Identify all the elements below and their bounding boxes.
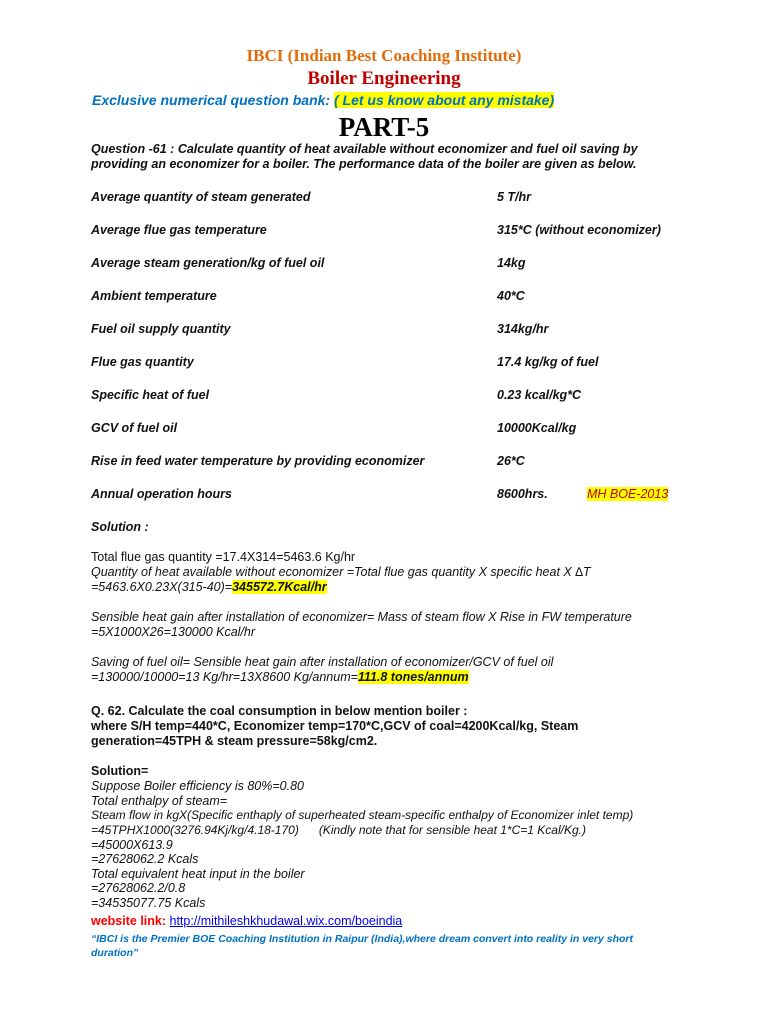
data-value: 314kg/hr [497, 322, 549, 336]
website-link[interactable]: http://mithileshkhudawal.wix.com/boeindia [169, 914, 403, 928]
data-value: 40*C [497, 289, 525, 303]
heat-result: 345572.7Kcal/hr [232, 580, 327, 594]
q62-line: Q. 62. Calculate the coal consumption in below mention boiler : [91, 704, 468, 718]
data-label: Specific heat of fuel [91, 388, 210, 402]
solution-line: Total flue gas quantity =17.4X314=5463.6 Kg/hr [91, 550, 356, 564]
data-label: Ambient temperature [91, 289, 217, 303]
data-value: 0.23 kcal/kg*C [497, 388, 582, 402]
solution-line: Quantity of heat available without economizer =Total flue gas quantity X specific heat X ∆T [91, 565, 591, 579]
data-label: GCV of fuel oil [91, 421, 178, 435]
exam-tag: MH BOE-2013 [587, 487, 669, 501]
subject-title: Boiler Engineering [307, 68, 461, 89]
website-line [91, 914, 402, 928]
solution-heading: Solution : [91, 520, 149, 534]
solution-line: =27628062.2 Kcals [91, 852, 199, 866]
solution-line [91, 580, 327, 594]
mistake-note: ( Let us know about any mistake) [333, 92, 555, 108]
solution-line: Sensible heat gain after installation of economizer= Mass of steam flow X Rise in FW temperature [91, 610, 632, 624]
data-value: 14kg [497, 256, 526, 270]
solution-expression: =5463.6X0.23X(315-40)= [91, 580, 233, 594]
solution-line: Suppose Boiler efficiency is 80%=0.80 [91, 779, 304, 793]
data-label: Average steam generation/kg of fuel oil [91, 256, 325, 270]
question-bank-line [92, 92, 554, 108]
solution-line: =27628062.2/0.8 [91, 881, 186, 895]
solution-line: =34535077.75 Kcals [91, 896, 206, 910]
data-value: 5 T/hr [497, 190, 532, 204]
solution-line: =45TPHX1000(3276.94Kj/kg/4.18-170) (Kindly note that for sensible heat 1*C=1 Kcal/Kg.) [91, 823, 586, 837]
fuel-saving-result: 111.8 tones/annum [357, 670, 469, 684]
solution-line: =45000X613.9 [91, 838, 173, 852]
solution-line: Total equivalent heat input in the boiler [91, 867, 305, 881]
data-value: 17.4 kg/kg of fuel [497, 355, 599, 369]
q61-text-line1: Question -61 : Calculate quantity of heat available without economizer and fuel oil saving by [91, 142, 638, 156]
website-label: website link: [91, 914, 170, 928]
data-label: Flue gas quantity [91, 355, 194, 369]
data-label: Annual operation hours [91, 487, 232, 501]
solution-heading: Solution= [91, 764, 149, 778]
data-value: 315*C (without economizer) [497, 223, 661, 237]
solution-line: Total enthalpy of steam= [91, 794, 228, 808]
q61-text-line2: providing an economizer for a boiler. The performance data of the boiler are given as below. [91, 157, 637, 171]
q62-line: where S/H temp=440*C, Economizer temp=170*C,GCV of coal=4200Kcal/kg, Steam [91, 719, 579, 733]
tagline-line2: duration” [91, 947, 139, 959]
data-value: 26*C [497, 454, 525, 468]
data-value: 8600hrs. [497, 487, 548, 501]
data-label: Average flue gas temperature [91, 223, 267, 237]
tagline-line1: “IBCI is the Premier BOE Coaching Institution in Raipur (India),where dream convert into reality in very short [91, 933, 634, 945]
question-bank-label: Exclusive numerical question bank: [92, 92, 334, 108]
data-label: Rise in feed water temperature by providing economizer [91, 454, 425, 468]
part-heading: PART-5 [338, 112, 430, 142]
solution-line: =5X1000X26=130000 Kcal/hr [91, 625, 256, 639]
data-value: 10000Kcal/kg [497, 421, 577, 435]
data-label: Fuel oil supply quantity [91, 322, 231, 336]
q62-line: generation=45TPH & steam pressure=58kg/cm2. [91, 734, 378, 748]
institute-title: IBCI (Indian Best Coaching Institute) [246, 46, 522, 65]
data-label: Average quantity of steam generated [91, 190, 311, 204]
solution-line [91, 670, 469, 684]
solution-line: Steam flow in kgX(Specific enthaply of superheated steam-specific enthalpy of Economizer inlet temp) [91, 808, 634, 822]
solution-line: Saving of fuel oil= Sensible heat gain after installation of economizer/GCV of fuel oil [91, 655, 554, 669]
solution-expression: =130000/10000=13 Kg/hr=13X8600 Kg/annum= [91, 670, 358, 684]
